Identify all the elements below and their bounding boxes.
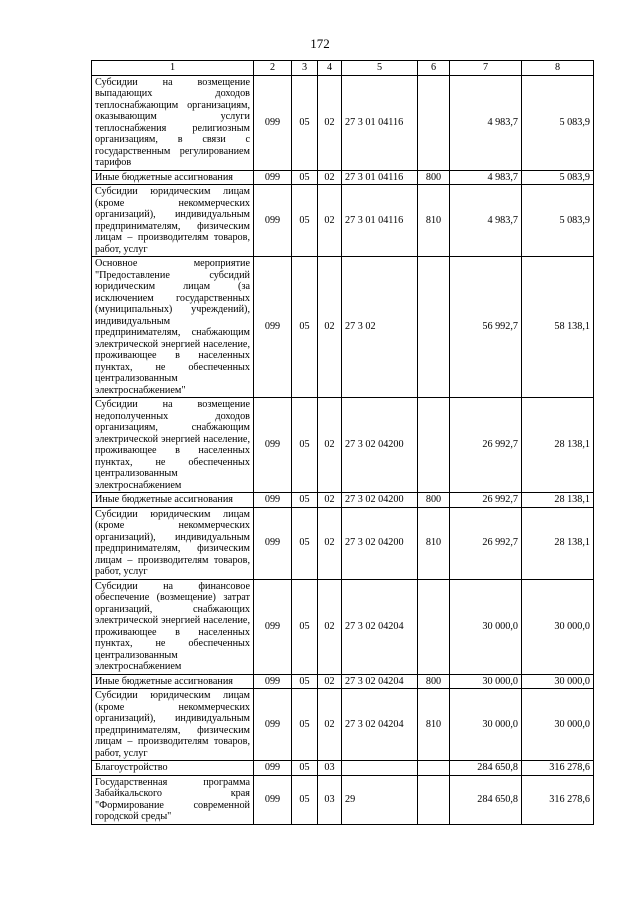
budget-table (91, 60, 594, 825)
column-header: 6 (418, 61, 450, 76)
row-expense-type: 800 (418, 170, 450, 185)
row-expense-type (418, 775, 450, 824)
row-target-code: 27 3 01 04116 (342, 170, 418, 185)
row-section-code: 05 (292, 398, 318, 493)
row-ministry-code: 099 (254, 398, 292, 493)
row-ministry-code: 099 (254, 689, 292, 761)
header-row (92, 61, 594, 76)
row-target-code: 27 3 02 (342, 257, 418, 398)
row-subsection-code: 03 (318, 761, 342, 776)
column-header: 3 (292, 61, 318, 76)
row-amount-year-1: 4 983,7 (450, 170, 522, 185)
row-subsection-code: 02 (318, 185, 342, 257)
table-row (92, 674, 594, 689)
row-amount-year-2: 28 138,1 (522, 398, 594, 493)
column-header: 5 (342, 61, 418, 76)
row-amount-year-1: 4 983,7 (450, 75, 522, 170)
row-expense-type: 810 (418, 185, 450, 257)
row-amount-year-1: 56 992,7 (450, 257, 522, 398)
row-target-code: 27 3 02 04204 (342, 579, 418, 674)
row-section-code: 05 (292, 674, 318, 689)
row-description: Государственная программа Забайкальского края "Формирование современной городской среды" (92, 775, 254, 824)
row-subsection-code: 02 (318, 493, 342, 508)
table-row (92, 579, 594, 674)
column-header: 4 (318, 61, 342, 76)
row-ministry-code: 099 (254, 185, 292, 257)
row-description: Субсидии на возмещение выпадающих доходов теплоснабжающим организациям, оказывающим услуги теплоснабжения религиозным организациям, в связи с государственным регулированием тарифов (92, 75, 254, 170)
row-subsection-code: 02 (318, 674, 342, 689)
row-section-code: 05 (292, 257, 318, 398)
row-amount-year-1: 26 992,7 (450, 507, 522, 579)
table-row (92, 398, 594, 493)
row-target-code: 27 3 01 04116 (342, 185, 418, 257)
row-description: Субсидии юридическим лицам (кроме некоммерческих организаций), индивидуальным предпринимателям, физическим лицам – производителям товаров, работ, услуг (92, 507, 254, 579)
row-amount-year-1: 284 650,8 (450, 775, 522, 824)
column-header: 7 (450, 61, 522, 76)
row-section-code: 05 (292, 761, 318, 776)
row-description: Субсидии юридическим лицам (кроме некоммерческих организаций), индивидуальным предпринимателям, физическим лицам – производителям товаров, работ, услуг (92, 689, 254, 761)
row-section-code: 05 (292, 689, 318, 761)
row-description: Субсидии на возмещение недополученных доходов организациям, снабжающим электрической энергией население, проживающее в населенных пунктах, не обеспеченных централизованным электроснабжением (92, 398, 254, 493)
row-amount-year-1: 30 000,0 (450, 579, 522, 674)
row-section-code: 05 (292, 507, 318, 579)
row-description: Основное мероприятие "Предоставление субсидий юридическим лицам (за исключением государственных (муниципальных) учреждений), индивидуальным предпринимателям, снабжающим электрической энергией население, проживающее в населенных пунктах, не обеспеченных централизованным электроснабжением" (92, 257, 254, 398)
row-target-code: 27 3 02 04200 (342, 493, 418, 508)
row-subsection-code: 02 (318, 507, 342, 579)
row-ministry-code: 099 (254, 775, 292, 824)
row-expense-type: 800 (418, 674, 450, 689)
row-target-code: 27 3 02 04200 (342, 507, 418, 579)
row-section-code: 05 (292, 493, 318, 508)
row-expense-type (418, 257, 450, 398)
row-ministry-code: 099 (254, 579, 292, 674)
row-ministry-code: 099 (254, 493, 292, 508)
row-ministry-code: 099 (254, 761, 292, 776)
row-subsection-code: 02 (318, 257, 342, 398)
row-subsection-code: 02 (318, 579, 342, 674)
column-header: 8 (522, 61, 594, 76)
row-amount-year-2: 316 278,6 (522, 775, 594, 824)
row-expense-type: 800 (418, 493, 450, 508)
column-header: 2 (254, 61, 292, 76)
row-amount-year-1: 26 992,7 (450, 493, 522, 508)
row-expense-type (418, 579, 450, 674)
table-row (92, 170, 594, 185)
row-target-code (342, 761, 418, 776)
row-description: Благоустройство (92, 761, 254, 776)
row-ministry-code: 099 (254, 674, 292, 689)
row-amount-year-2: 28 138,1 (522, 507, 594, 579)
row-ministry-code: 099 (254, 507, 292, 579)
row-amount-year-2: 5 083,9 (522, 170, 594, 185)
table-row (92, 185, 594, 257)
row-amount-year-1: 30 000,0 (450, 689, 522, 761)
row-ministry-code: 099 (254, 257, 292, 398)
row-expense-type (418, 398, 450, 493)
row-description: Субсидии юридическим лицам (кроме некоммерческих организаций), индивидуальным предпринимателям, физическим лицам – производителям товаров, работ, услуг (92, 185, 254, 257)
table-row (92, 507, 594, 579)
row-description: Иные бюджетные ассигнования (92, 170, 254, 185)
row-amount-year-2: 28 138,1 (522, 493, 594, 508)
row-amount-year-2: 30 000,0 (522, 674, 594, 689)
row-amount-year-2: 316 278,6 (522, 761, 594, 776)
row-description: Иные бюджетные ассигнования (92, 674, 254, 689)
row-expense-type (418, 75, 450, 170)
row-expense-type (418, 761, 450, 776)
row-subsection-code: 02 (318, 398, 342, 493)
row-section-code: 05 (292, 170, 318, 185)
row-amount-year-1: 26 992,7 (450, 398, 522, 493)
row-subsection-code: 02 (318, 170, 342, 185)
row-target-code: 27 3 02 04204 (342, 674, 418, 689)
column-header: 1 (92, 61, 254, 76)
row-target-code: 27 3 02 04200 (342, 398, 418, 493)
row-ministry-code: 099 (254, 75, 292, 170)
row-amount-year-1: 30 000,0 (450, 674, 522, 689)
table-row (92, 493, 594, 508)
row-section-code: 05 (292, 75, 318, 170)
row-amount-year-1: 284 650,8 (450, 761, 522, 776)
row-description: Иные бюджетные ассигнования (92, 493, 254, 508)
row-expense-type: 810 (418, 689, 450, 761)
table-row (92, 775, 594, 824)
row-ministry-code: 099 (254, 170, 292, 185)
row-section-code: 05 (292, 579, 318, 674)
table-row (92, 257, 594, 398)
row-subsection-code: 02 (318, 689, 342, 761)
table-row (92, 75, 594, 170)
row-amount-year-2: 5 083,9 (522, 185, 594, 257)
row-amount-year-2: 58 138,1 (522, 257, 594, 398)
row-subsection-code: 03 (318, 775, 342, 824)
row-amount-year-2: 30 000,0 (522, 689, 594, 761)
table-row (92, 761, 594, 776)
row-target-code: 27 3 02 04204 (342, 689, 418, 761)
row-target-code: 29 (342, 775, 418, 824)
row-amount-year-1: 4 983,7 (450, 185, 522, 257)
row-section-code: 05 (292, 185, 318, 257)
row-amount-year-2: 5 083,9 (522, 75, 594, 170)
row-expense-type: 810 (418, 507, 450, 579)
row-amount-year-2: 30 000,0 (522, 579, 594, 674)
table-row (92, 689, 594, 761)
row-target-code: 27 3 01 04116 (342, 75, 418, 170)
page-number: 172 (310, 36, 330, 51)
row-subsection-code: 02 (318, 75, 342, 170)
row-description: Субсидии на финансовое обеспечение (возмещение) затрат организаций, снабжающих электрической энергией население, проживающее в населенных пунктах, не обеспеченных централизованным электроснабжением (92, 579, 254, 674)
row-section-code: 05 (292, 775, 318, 824)
